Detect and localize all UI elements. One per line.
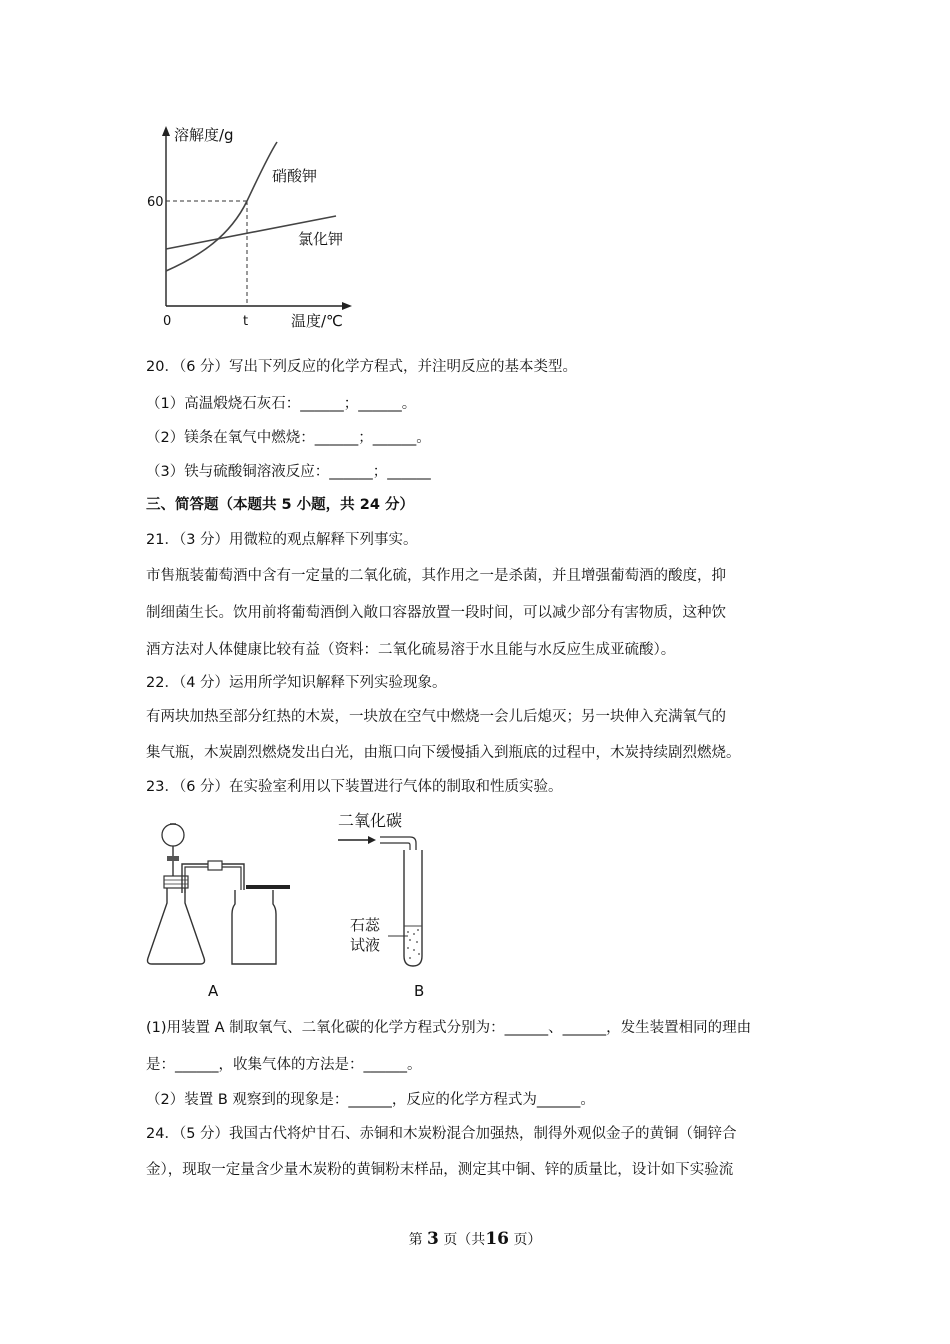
x-axis-label: 温度/℃ [291, 312, 343, 330]
figure-a-label: A [208, 982, 219, 1000]
q20-part1: （1）高温煅烧石灰石：______；______。 [146, 396, 417, 412]
figure-b-label: B [414, 982, 425, 1000]
q23-part2: （2）装置 B 观察到的现象是：______，反应的化学方程式为______。 [146, 1092, 595, 1108]
figure-b-gas-label: 二氧化碳 [338, 811, 403, 830]
footer-middle: 页（共 [443, 1232, 486, 1248]
conical-flask [148, 876, 205, 964]
figure-b-liquid-label-1: 石蕊 [350, 916, 381, 934]
test-tube [404, 850, 422, 966]
rubber-connector [208, 861, 222, 870]
q21-stem: 21．（3 分）用微粒的观点解释下列事实。 [146, 532, 418, 548]
figure-b-liquid-label-2: 试液 [350, 936, 381, 954]
funnel-bulb [162, 824, 184, 846]
gas-jar [232, 890, 276, 964]
section3-heading: 三、简答题（本题共 5 小题，共 24 分） [146, 497, 414, 513]
q24-line2: 金），现取一定量含少量木炭粉的黄铜粉末样品，测定其中铜、锌的质量比，设计如下实验流 [146, 1162, 734, 1178]
q20-part3: （3）铁与硫酸铜溶液反应：______；______ [146, 464, 431, 480]
q20-part2: （2）镁条在氧气中燃烧：______；______。 [146, 430, 431, 446]
page-footer [0, 1229, 950, 1249]
q21-line3: 酒方法对人体健康比较有益（资料：二氧化硫易溶于水且能与水反应生成亚硫酸）。 [146, 642, 676, 658]
curve-potassium-nitrate [166, 142, 277, 271]
apparatus-b [330, 808, 470, 1003]
y-tick-60: 60 [147, 195, 164, 210]
origin-label: 0 [163, 314, 172, 329]
q22-line2: 集气瓶，木炭剧烈燃烧发出白光，由瓶口向下缓慢插入到瓶底的过程中，木炭持续剧烈燃烧。 [146, 745, 741, 761]
x-tick-t: t [243, 314, 249, 329]
stopcock [167, 856, 179, 861]
x-axis-arrow [342, 302, 352, 310]
q23-stem: 23．（6 分）在实验室利用以下装置进行气体的制取和性质实验。 [146, 779, 563, 795]
q20-stem: 20．（6 分）写出下列反应的化学方程式，并注明反应的基本类型。 [146, 359, 578, 375]
q22-line1: 有两块加热至部分红热的木炭，一块放在空气中燃烧一会儿后熄灭；另一块伸入充满氧气的 [146, 709, 726, 725]
q21-line1: 市售瓶装葡萄酒中含有一定量的二氧化硫，其作用之一是杀菌，并且增强葡萄酒的酸度，抑 [146, 568, 726, 584]
solubility-graph [140, 118, 370, 333]
q23-part1b: 是：______，收集气体的方法是：______。 [146, 1057, 422, 1073]
footer-prefix: 第 [408, 1232, 423, 1248]
q23-part1a: (1)用装置 A 制取氧气、二氧化碳的化学方程式分别为：______、______，发生装置相同的理由 [146, 1020, 752, 1036]
q24-line1: 24．（5 分）我国古代将炉甘石、赤铜和木炭粉混合加强热，制得外观似金子的黄铜（铜锌合 [146, 1126, 737, 1142]
q22-stem: 22．（4 分）运用所学知识解释下列实验现象。 [146, 675, 447, 691]
footer-page-number: 3 [427, 1229, 439, 1249]
footer-total-pages: 16 [485, 1229, 509, 1249]
y-axis-label: 溶解度/g [174, 126, 234, 144]
y-axis-arrow [162, 126, 170, 136]
glass-plate [246, 885, 290, 889]
footer-suffix: 页） [513, 1232, 542, 1248]
q21-line2: 制细菌生长。饮用前将葡萄酒倒入敞口容器放置一段时间，可以减少部分有害物质，这种饮 [146, 605, 726, 621]
apparatus-a [140, 818, 300, 1003]
curve1-label: 硝酸钾 [272, 167, 318, 185]
curve2-label: 氯化钾 [298, 230, 344, 248]
flask-stopper [164, 876, 188, 888]
